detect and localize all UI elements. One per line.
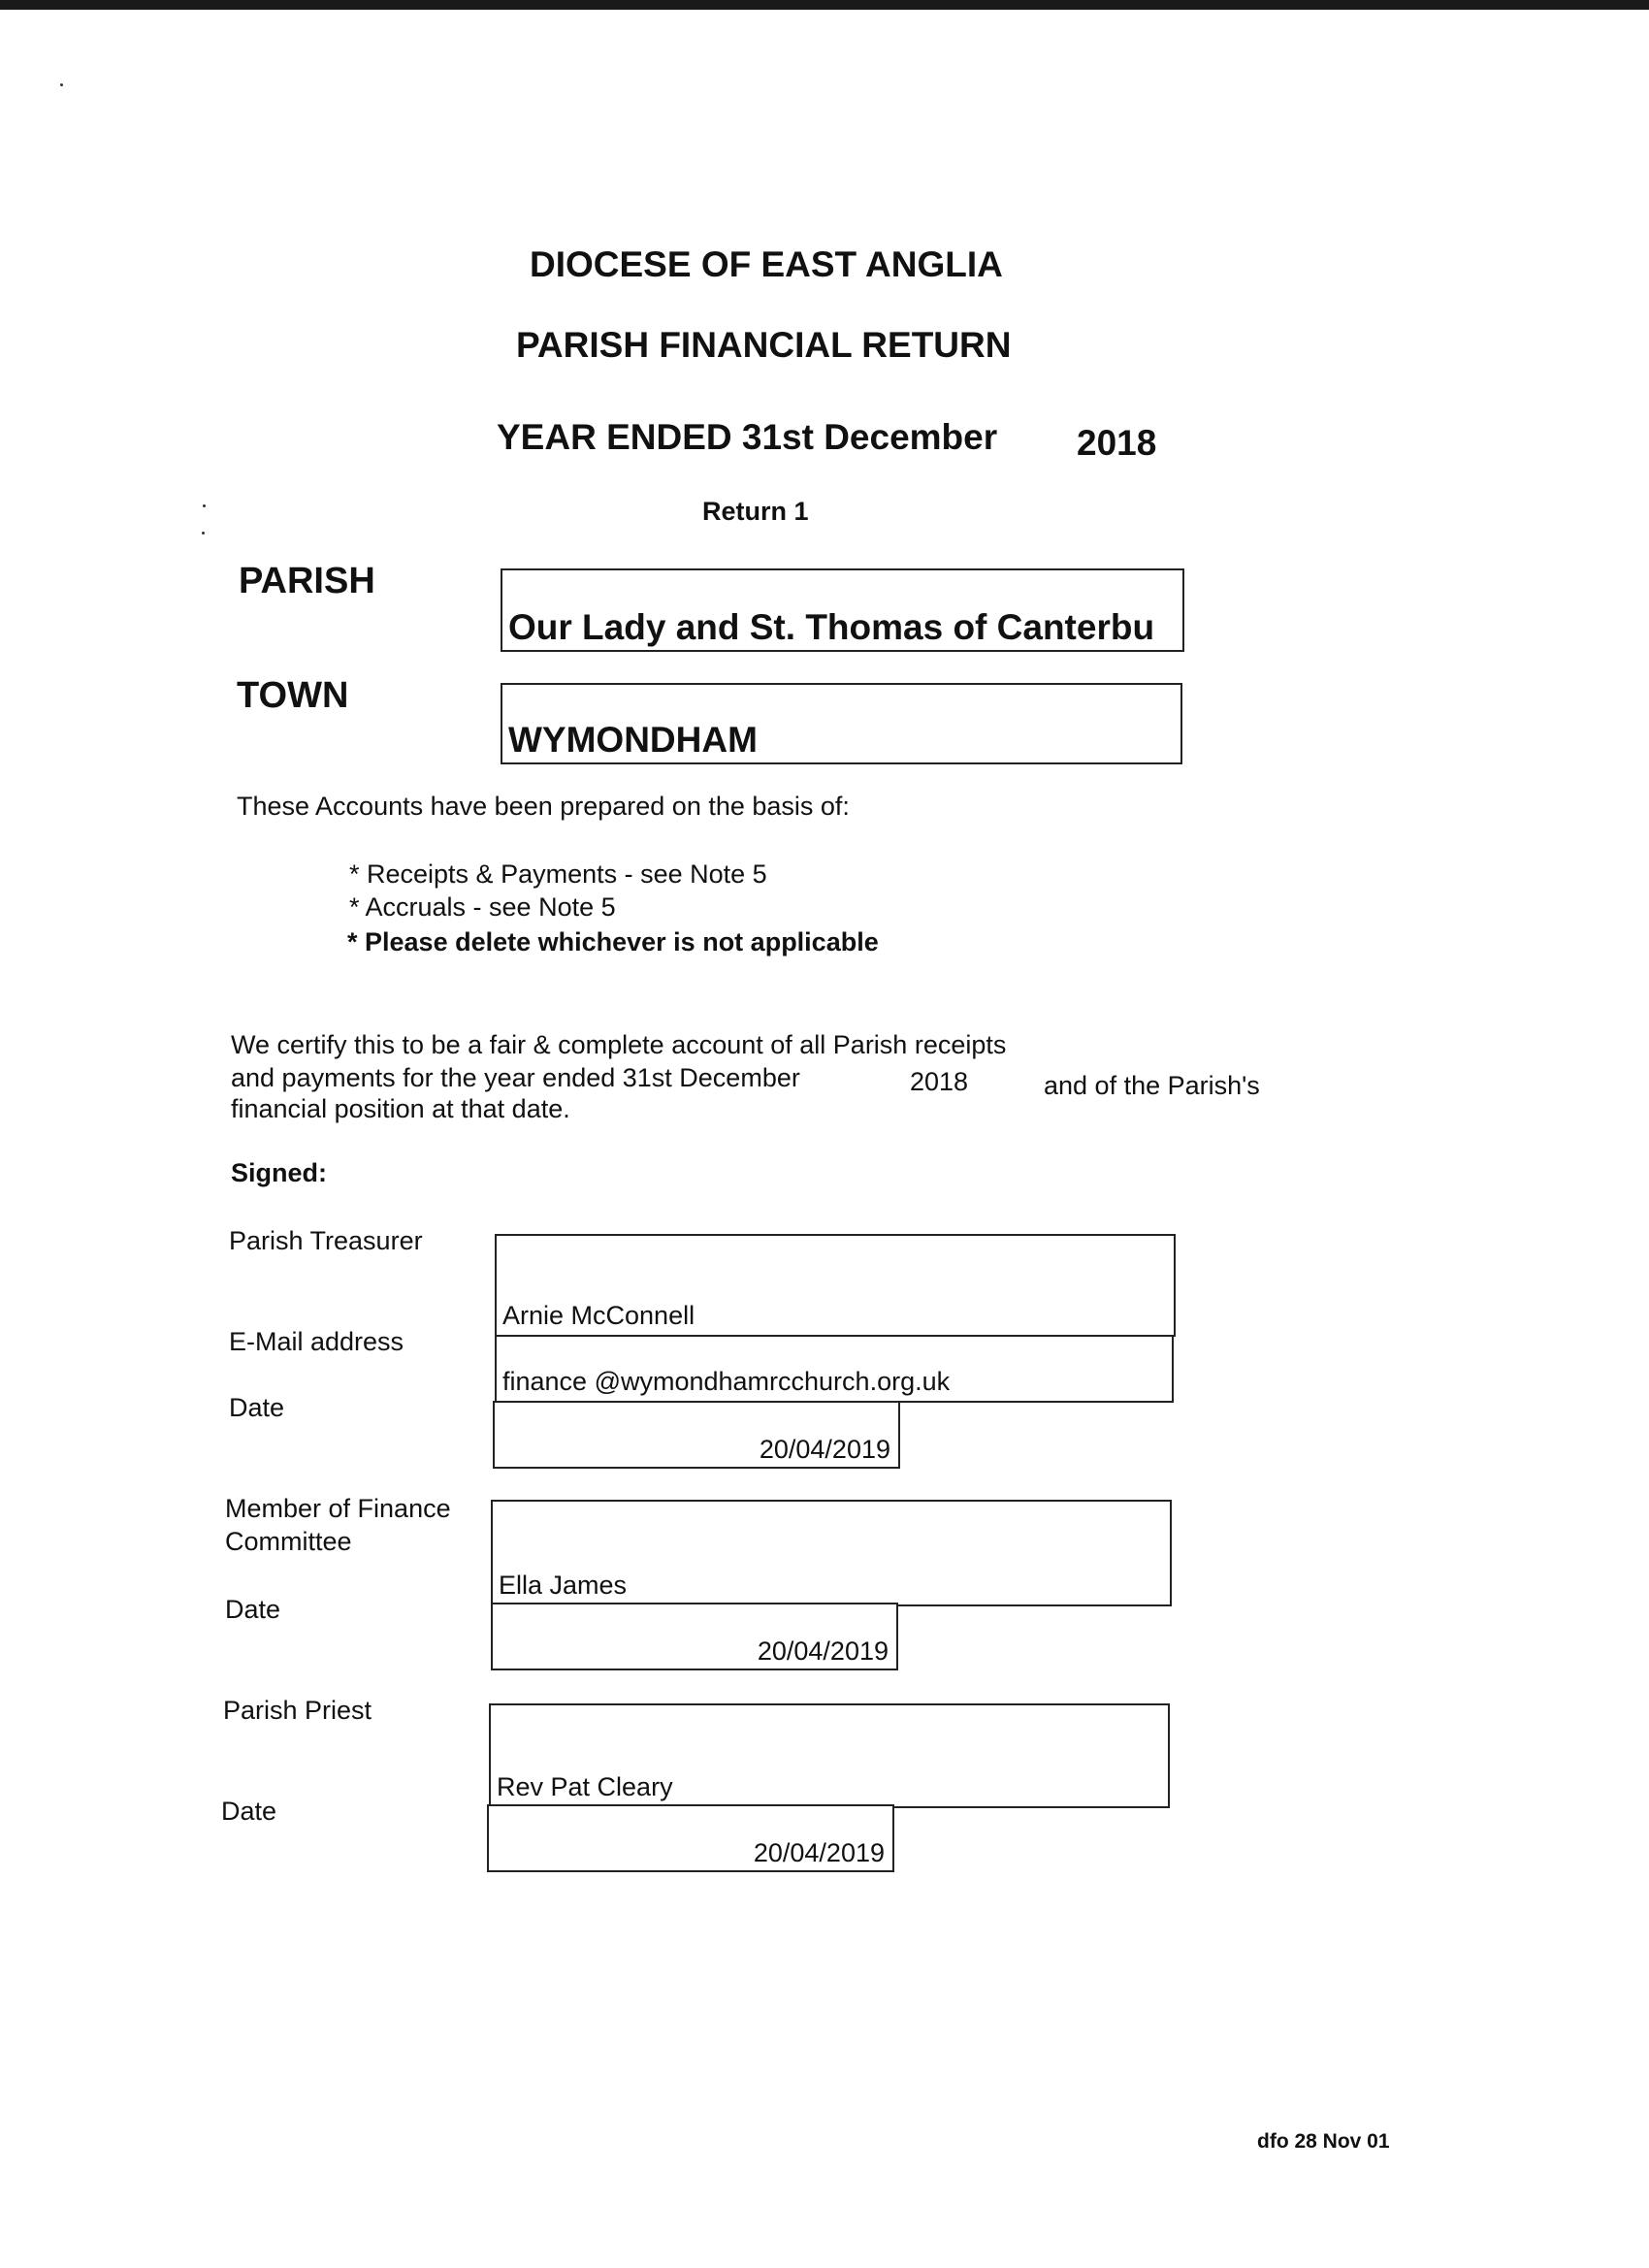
treasurer-date-label: Date [229, 1393, 285, 1422]
certification-line-2-end: and of the Parish's [1044, 1071, 1260, 1100]
basis-intro: These Accounts have been prepared on the basis of: [237, 792, 850, 821]
form-title: PARISH FINANCIAL RETURN [516, 325, 1012, 365]
treasurer-label: Parish Treasurer [229, 1226, 423, 1255]
scan-speck [60, 83, 63, 86]
diocese-title: DIOCESE OF EAST ANGLIA [530, 244, 1003, 284]
finance-member-date-value: 20/04/2019 [757, 1636, 889, 1666]
certification-line-3: financial position at that date. [231, 1094, 570, 1123]
signed-label: Signed: [231, 1158, 327, 1187]
priest-date-label: Date [221, 1797, 277, 1826]
priest-label: Parish Priest [223, 1696, 372, 1725]
parish-field[interactable] [501, 568, 1184, 652]
basis-option-receipts: * Receipts & Payments - see Note 5 [349, 859, 767, 889]
treasurer-date-value: 20/04/2019 [759, 1435, 890, 1464]
priest-name: Rev Pat Cleary [497, 1772, 673, 1801]
treasurer-date-field[interactable] [493, 1401, 900, 1469]
priest-date-value: 20/04/2019 [753, 1838, 885, 1867]
parish-label: PARISH [239, 561, 375, 601]
finance-member-signature-field[interactable] [491, 1500, 1172, 1606]
certification-line-2: and payments for the year ended 31st December [231, 1063, 800, 1092]
town-label: TOWN [237, 675, 349, 716]
priest-date-field[interactable] [487, 1804, 894, 1872]
certification-line-1: We certify this to be a fair & complete account of all Parish receipts [231, 1030, 1007, 1059]
footer-code: dfo 28 Nov 01 [1257, 2130, 1390, 2153]
return-label: Return 1 [702, 497, 809, 526]
email-value: finance @wymondhamrcchurch.org.uk [502, 1367, 951, 1396]
basis-option-accruals: * Accruals - see Note 5 [349, 892, 616, 922]
town-field[interactable] [501, 683, 1182, 764]
year-ended-label: YEAR ENDED 31st December [497, 417, 998, 457]
finance-member-label-line-2: Committee [225, 1527, 352, 1556]
treasurer-signature-field[interactable] [495, 1234, 1176, 1337]
certification-year: 2018 [910, 1067, 969, 1096]
priest-signature-field[interactable] [489, 1703, 1170, 1808]
year-ended-value: 2018 [1077, 423, 1157, 463]
email-label: E-Mail address [229, 1327, 404, 1356]
scan-speck [202, 532, 205, 535]
finance-member-date-field[interactable] [491, 1603, 898, 1670]
email-field[interactable] [495, 1335, 1174, 1403]
scan-speck [203, 504, 206, 507]
basis-delete-note: * Please delete whichever is not applicable [347, 927, 879, 956]
finance-member-label-line-1: Member of Finance [225, 1494, 451, 1523]
town-value: WYMONDHAM [508, 720, 758, 760]
finance-member-name: Ella James [499, 1571, 628, 1600]
scan-top-border [0, 0, 1649, 10]
finance-member-date-label: Date [225, 1595, 281, 1624]
parish-value: Our Lady and St. Thomas of Canterbu [508, 607, 1155, 647]
treasurer-name: Arnie McConnell [502, 1301, 695, 1330]
